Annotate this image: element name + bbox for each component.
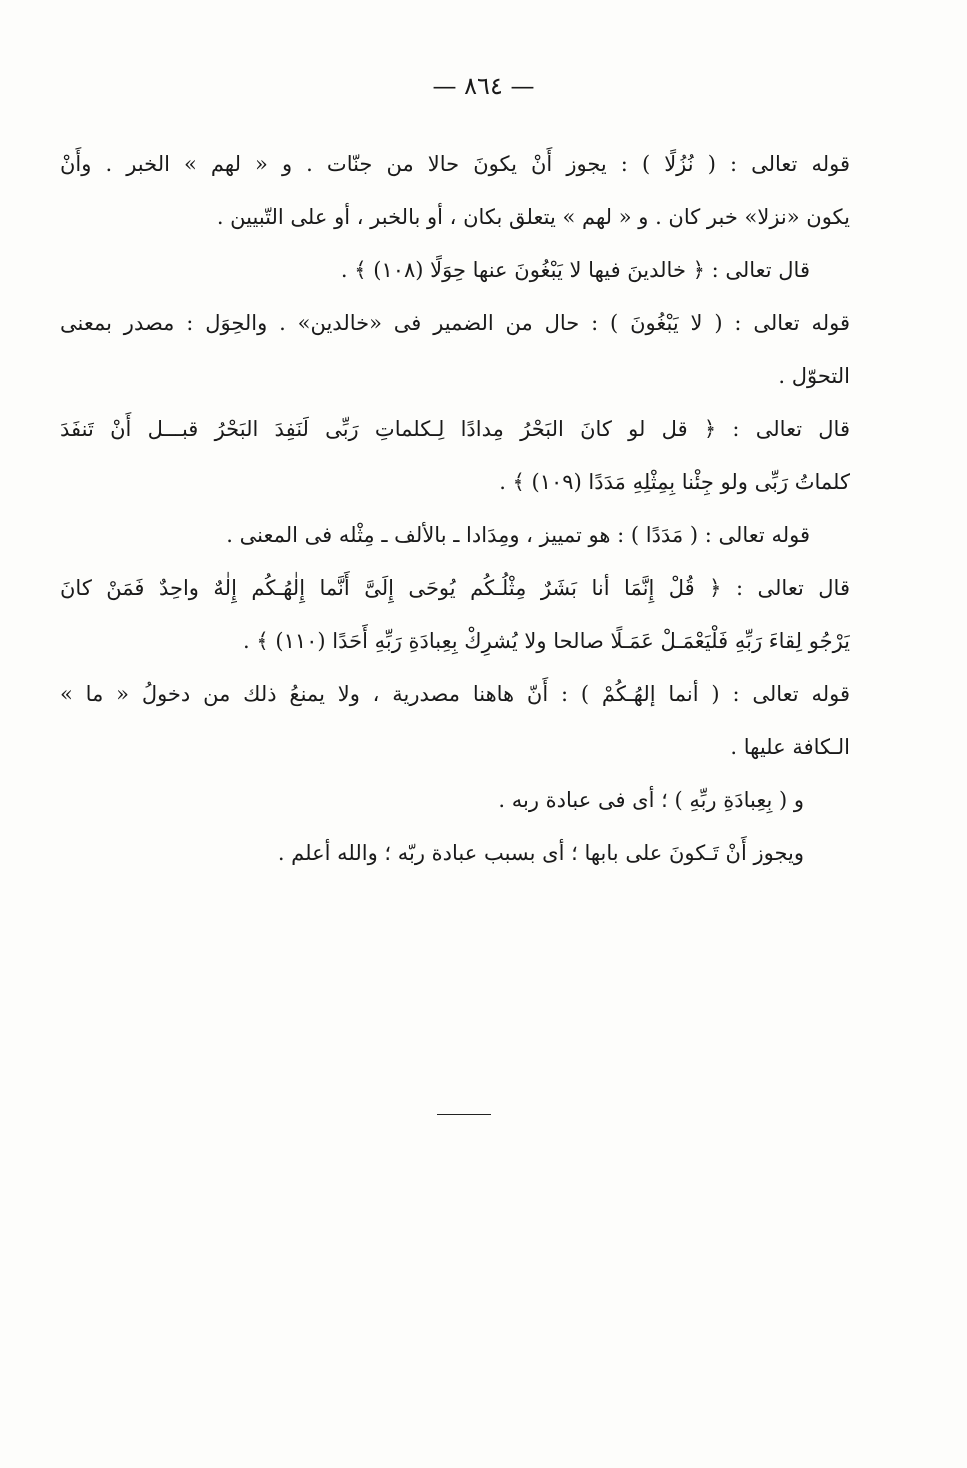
text-line: يكون «نزلا» خبر كان . و « لهم » يتعلق بكان ، أو بالخبر ، أو على التّبيين . [216,205,850,229]
text-line: ويجوز أَنْ تَـكونَ على بابها ؛ أى بسبب عبادة ربّه ؛ والله أعلم . [277,841,804,865]
text-line: كلماتُ رَبِّى ولو جِئْنا بِمِثْلِهِ مَدَدًا (١٠٩) ﴾ . [499,470,850,494]
text-line: الـكافة عليها . [730,735,850,759]
text-line: التحوّل . [778,364,850,388]
body-text [60,138,850,880]
text-line: قوله تعالى : ( نُزُلًا ) : يجوز أَنْ يكونَ حالا من جنّات . و « لهم » الخبر . وأَنْ [60,152,850,176]
text-line: يَرْجُو لِقاءَ رَبِّهِ فَلْيَعْمَـلْ عَمَـلًا صالحا ولا يُشرِكْ بِعِبادَةِ رَبِّهِ أَحَدًا (١١٠) ﴾ . [243,629,850,653]
section-divider [437,1114,491,1115]
text-line: قوله تعالى : ( أنما إلهُـكُمْ ) : أَنّ هاهنا مصدرية ، ولا يمنعُ ذلك من دخولُ « ما » [60,682,850,706]
text-line: قال تعالى : ﴿ خالدينَ فيها لا يَبْغُونَ عنها حِوَلًا (١٠٨) ﴾ . [340,258,810,282]
text-line: و ( بِعِبادَةِ ربِّهِ ) ؛ أى فى عبادة ربه . [498,788,804,812]
page-number: — ٨٦٤ — [432,72,535,100]
text-line: قال تعالى : ﴿ قُلْ إِنَّمَا أنا بَشَرٌ مِثْلُـكُم يُوحَى إِلَىَّ أَنَّما إِلٰهُـكُم إِلٰهٌ واحِدٌ فَمَنْ كانَ [60,576,850,600]
text-line: قوله تعالى : ( لا يَبْغُونَ ) : حال من الضمير فى «خالدين» . والحِوَل : مصدر بمعنى [60,311,850,335]
text-line: قال تعالى : ﴿ قل لو كانَ البَحْرُ مِدادًا لِـكلماتِ رَبِّى لَنَفِدَ البَحْرُ قبـــل أَنْ تَنفَدَ [60,417,850,441]
text-line: قوله تعالى : ( مَدَدًا ) : هو تمييز ، ومِدَادا ـ بالألف ـ مِثْله فى المعنى . [226,523,810,547]
